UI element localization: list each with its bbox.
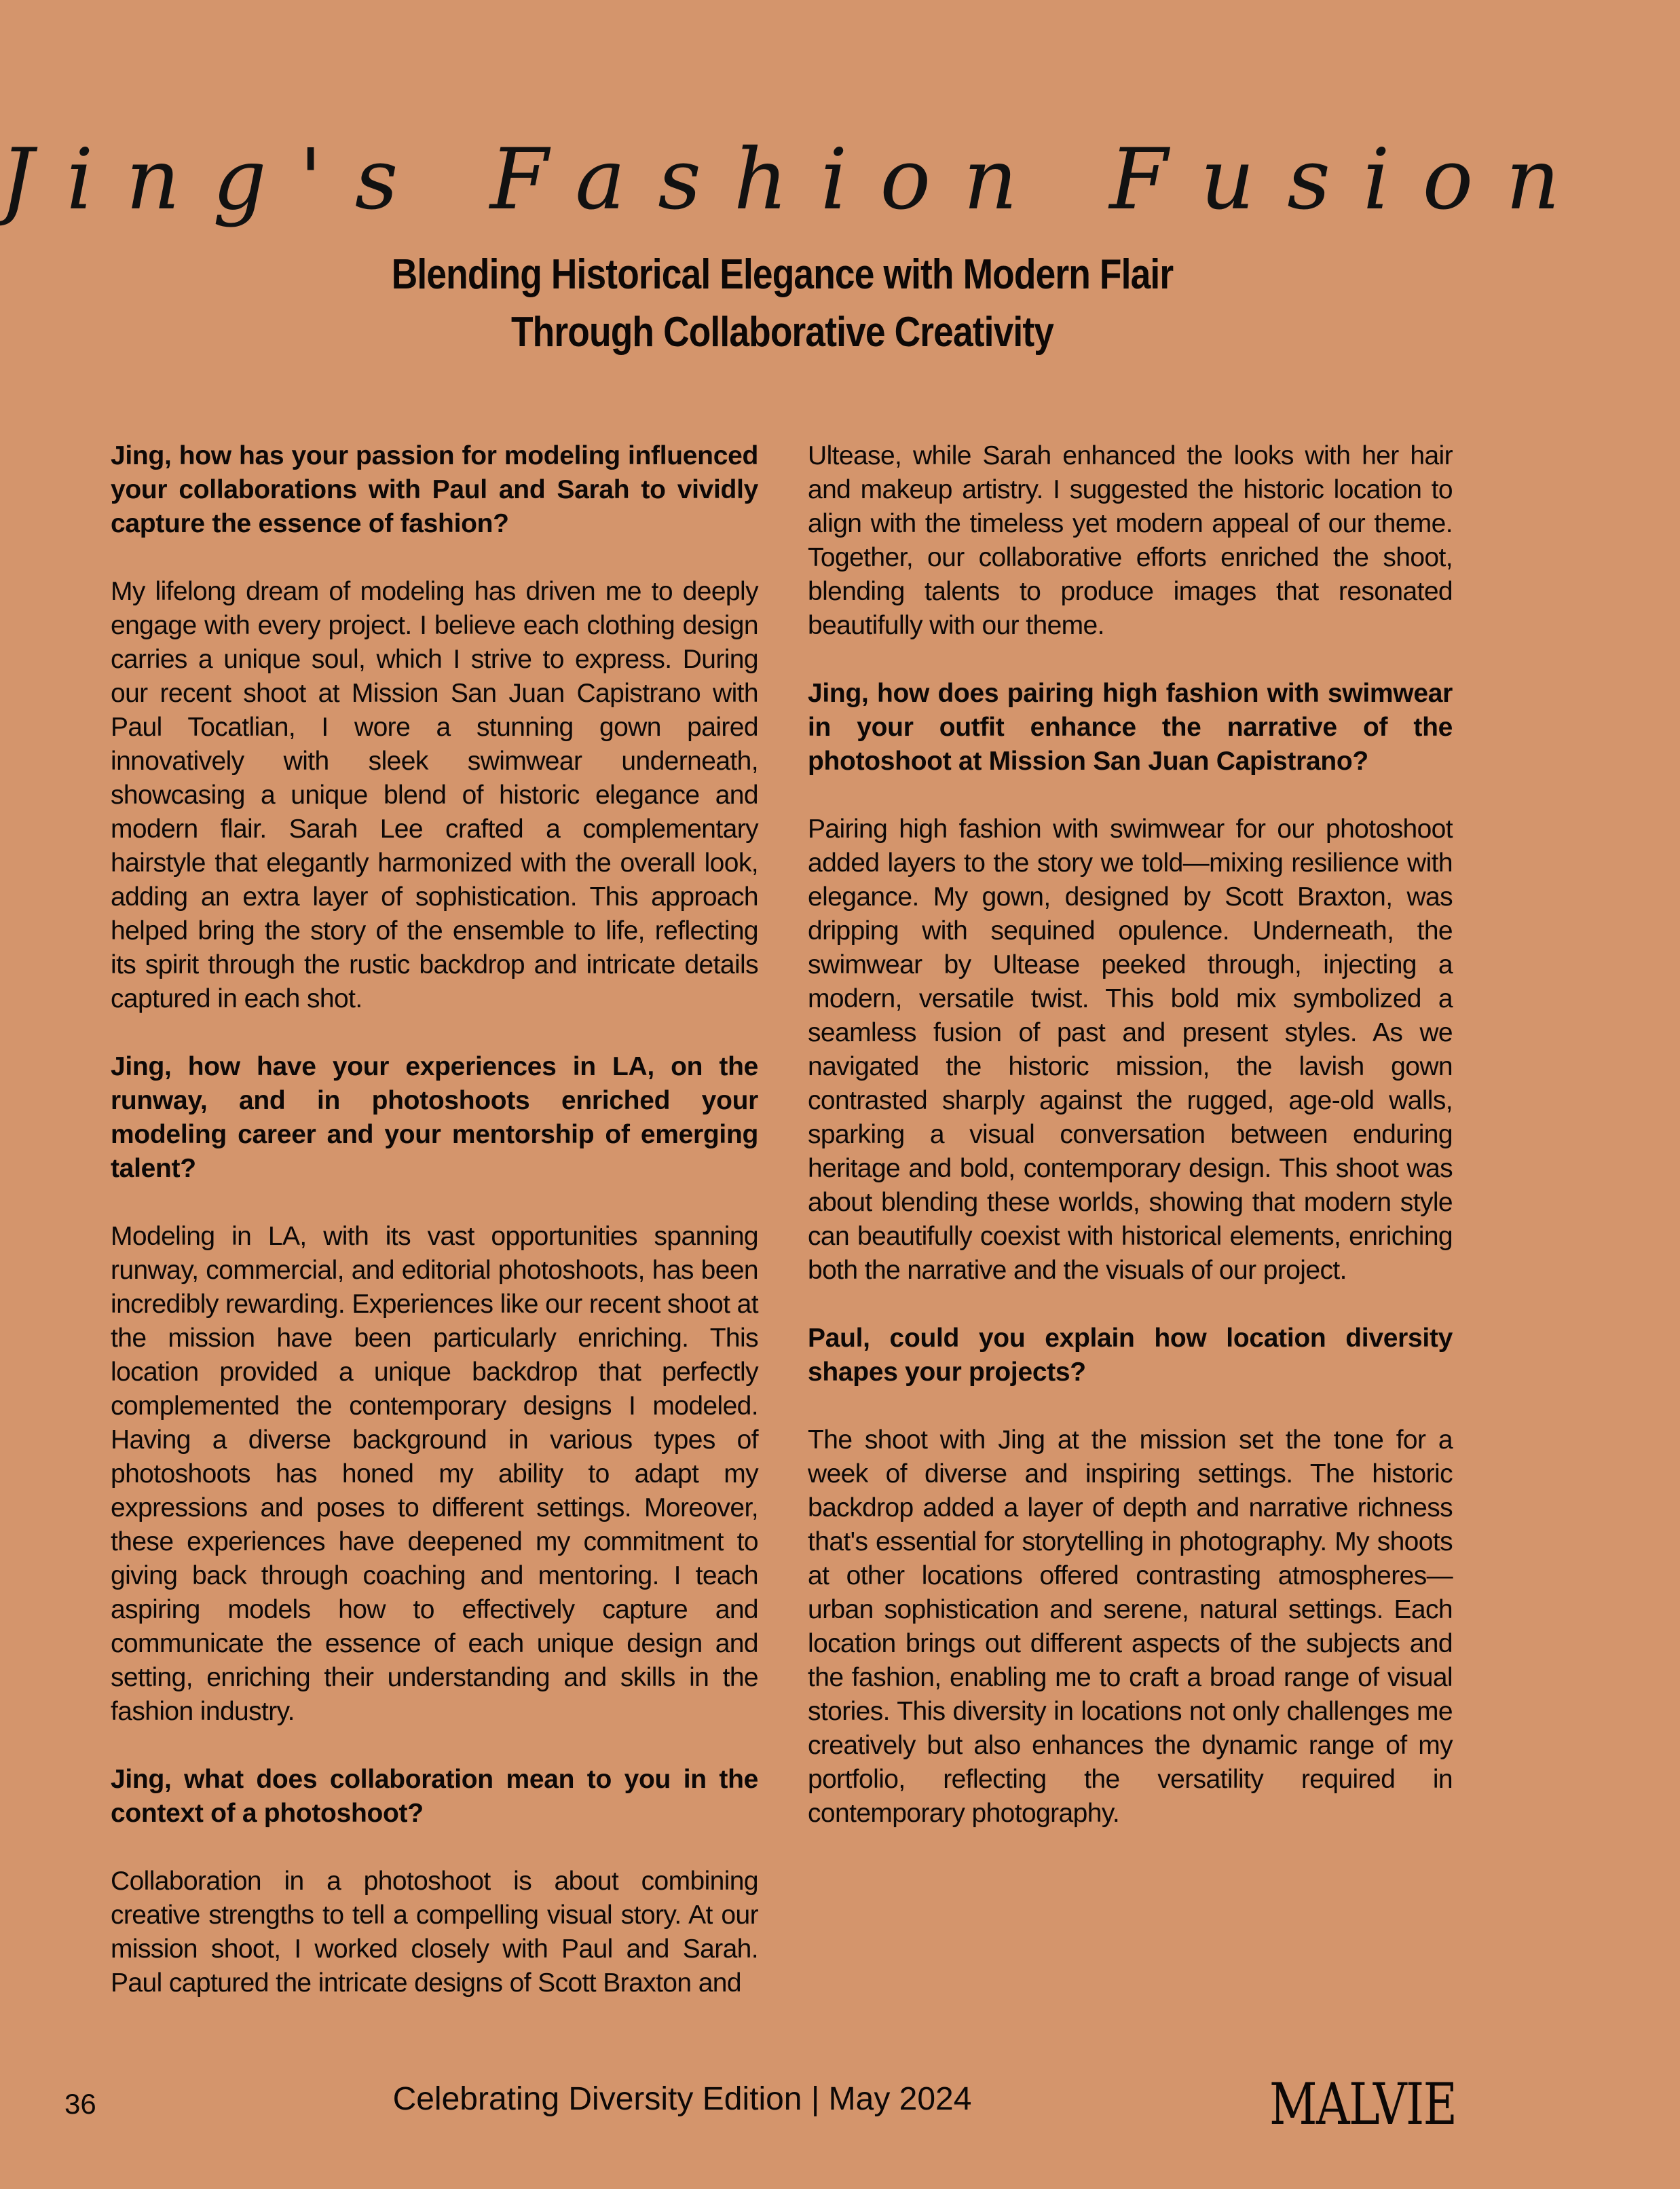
magazine-logo: MALVIE bbox=[1269, 2071, 1457, 2137]
interview-answer: The shoot with Jing at the mission set the tone for a week of diverse and inspiring settings. The historic backdrop added a layer of depth and narrative richness that's essential for storytelling in photography. My shoots at other locations offered contrasting atmospheres—urban sophistication and serene, natural settings. Each location brings out different aspects of the subjects and the fashion, enabling me to craft a broad range of visual stories. This diversity in locations not only challenges me creatively but also enhances the dynamic range of my portfolio, reflecting the versatility required in contemporary photography. bbox=[808, 1425, 1453, 1828]
subtitle-line-1: Blending Historical Elegance with Modern Flair bbox=[391, 251, 1174, 298]
interview-question: Paul, could you explain how location diversity shapes your projects? bbox=[808, 1324, 1453, 1387]
interview-answer: Collaboration in a photoshoot is about combining creative strengths to tell a compelling visual story. At our mission shoot, I worked closely with Paul and Sarah. Paul captured the intricate designs of Scott Braxton and bbox=[111, 1867, 758, 1998]
left-column bbox=[111, 439, 758, 2034]
interview-answer: Ultease, while Sarah enhanced the looks with her hair and makeup artistry. I suggested the historic location to align with the timeless yet modern appeal of our theme. Together, our collaborative efforts enriched the shoot, blending talents to produce images that resonated beautifully with our theme. bbox=[808, 441, 1453, 640]
interview-answer: Modeling in LA, with its vast opportunities spanning runway, commercial, and editorial photoshoots, has been incredibly rewarding. Experiences like our recent shoot at the mission have been particularly enriching. This location provided a unique backdrop that perfectly complemented the contemporary designs I modeled. Having a diverse background in various types of photoshoots has honed my ability to adapt my expressions and poses to different settings. Moreover, these experiences have deepened my commitment to giving back through coaching and mentoring. I teach aspiring models how to effectively capture and communicate the essence of each unique design and setting, enriching their understanding and skills in the fashion industry. bbox=[111, 1222, 758, 1726]
page-number: 36 bbox=[64, 2088, 96, 2120]
interview-answer: My lifelong dream of modeling has driven me to deeply engage with every project. I believe each clothing design carries a unique soul, which I strive to express. During our recent shoot at Mission San Juan Capistrano with Paul Tocatlian, I wore a stunning gown paired innovatively with sleek swimwear underneath, showcasing a unique blend of historic elegance and modern flair. Sarah Lee crafted a complementary hairstyle that elegantly harmonized with the overall look, adding an extra layer of sophistication. This approach helped bring the story of the ensemble to life, reflecting its spirit through the rustic backdrop and intricate details captured in each shot. bbox=[111, 577, 758, 1013]
subtitle-line-2: Through Collaborative Creativity bbox=[510, 309, 1054, 356]
article-title: Jing's Fashion Fusion bbox=[0, 131, 1593, 229]
interview-question: Jing, what does collaboration mean to you in the context of a photoshoot? bbox=[111, 1765, 758, 1828]
right-column bbox=[808, 439, 1453, 1865]
interview-question: Jing, how have your experiences in LA, on the runway, and in photoshoots enriched your modeling career and your mentorship of emerging talent? bbox=[111, 1052, 758, 1183]
edition-footer: Celebrating Diversity Edition | May 2024 bbox=[392, 2081, 972, 2117]
interview-question: Jing, how has your passion for modeling influenced your collaborations with Paul and Sarah to vividly capture the essence of fashion? bbox=[111, 441, 758, 538]
interview-answer: Pairing high fashion with swimwear for our photoshoot added layers to the story we told—mixing resilience with elegance. My gown, designed by Scott Braxton, was dripping with sequined opulence. Underneath, the swimwear by Ultease peeked through, injecting a modern, versatile twist. This bold mix symbolized a seamless fusion of past and present styles. As we navigated the historic mission, the lavish gown contrasted sharply against the rugged, age-old walls, sparking a visual conversation between enduring heritage and bold, contemporary design. This shoot was about blending these worlds, showing that modern style can beautifully coexist with historical elements, enriching both the narrative and the visuals of our project. bbox=[808, 815, 1453, 1285]
article-subtitle bbox=[331, 246, 1233, 361]
interview-question: Jing, how does pairing high fashion with swimwear in your outfit enhance the narrative of the photoshoot at Mission San Juan Capistrano? bbox=[808, 679, 1453, 776]
